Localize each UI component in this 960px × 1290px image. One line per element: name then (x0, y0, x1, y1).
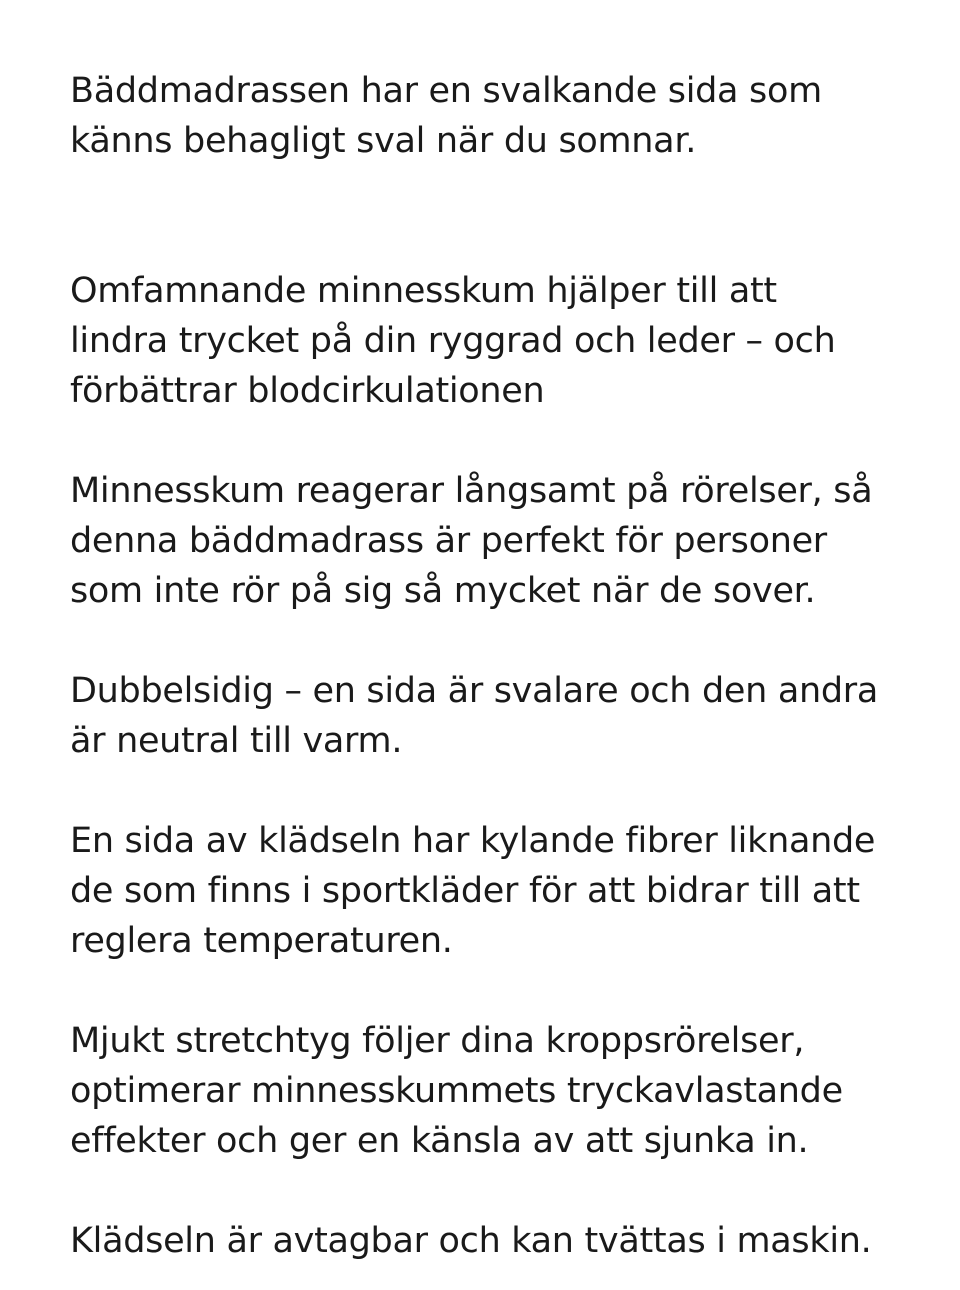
text-line: reglera temperaturen. (70, 921, 453, 961)
paragraph-spacer (70, 1166, 910, 1216)
text-line: de som finns i sportkläder för att bidrar till att (70, 871, 860, 911)
text-line: förbättrar blodcirkulationen (70, 371, 545, 411)
paragraph-spacer (70, 766, 910, 816)
text-line: som inte rör på sig så mycket när de sover. (70, 571, 816, 611)
paragraph-spacer (70, 616, 910, 666)
paragraph-double-sided (70, 666, 910, 766)
text-line: Mjukt stretchtyg följer dina kroppsrörelser, (70, 1021, 805, 1061)
text-line: Bäddmadrassen har en svalkande sida som (70, 71, 822, 111)
paragraph-stretch-fabric (70, 1016, 910, 1166)
text-line: lindra trycket på din ryggrad och leder – och (70, 321, 836, 361)
paragraph-spacer (70, 416, 910, 466)
paragraph-cooling-side (70, 66, 910, 166)
paragraph-memory-foam (70, 266, 910, 416)
text-line: Minnesskum reagerar långsamt på rörelser, så (70, 471, 873, 511)
text-line: känns behagligt sval när du somnar. (70, 121, 697, 161)
text-line: optimerar minnesskummets tryckavlastande (70, 1071, 843, 1111)
paragraph-slow-response (70, 466, 910, 616)
text-line: är neutral till varm. (70, 721, 403, 761)
paragraph-washable-cover (70, 1216, 910, 1266)
text-line: Omfamnande minnesskum hjälper till att (70, 271, 777, 311)
text-line: effekter och ger en känsla av att sjunka in. (70, 1121, 809, 1161)
paragraph-spacer (70, 966, 910, 1016)
paragraph-cooling-fibers (70, 816, 910, 966)
text-line: En sida av klädseln har kylande fibrer liknande (70, 821, 876, 861)
text-line: Dubbelsidig – en sida är svalare och den andra (70, 671, 878, 711)
text-line: denna bäddmadrass är perfekt för personer (70, 521, 827, 561)
paragraph-spacer (70, 166, 910, 266)
text-line: Klädseln är avtagbar och kan tvättas i maskin. (70, 1221, 872, 1261)
product-description (70, 66, 910, 1266)
